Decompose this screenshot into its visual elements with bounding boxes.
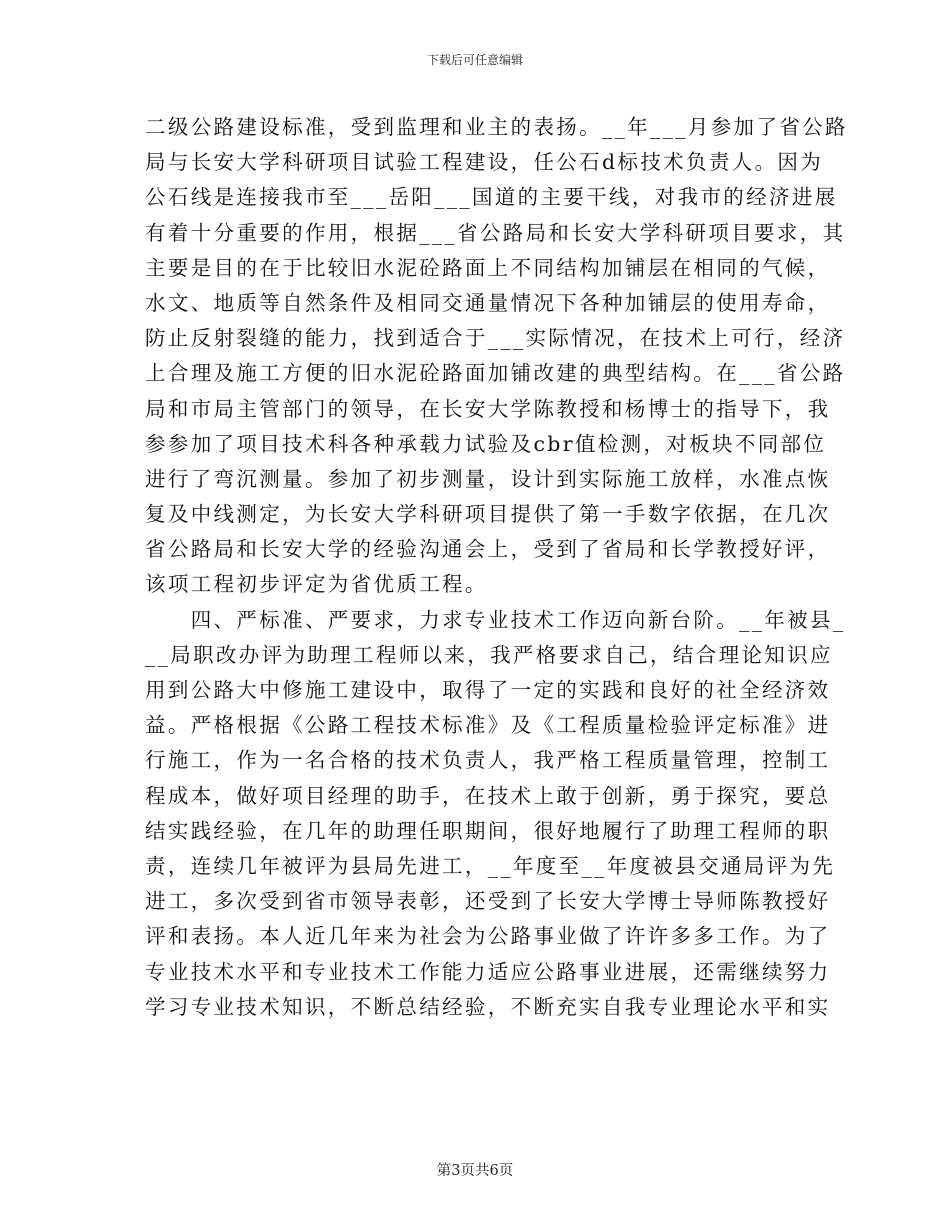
text-line: 该项工程初步评定为省优质工程。: [145, 572, 488, 597]
text-line: 行施工，作为一名合格的技术负责人，我严格工程质量管理，控制工: [145, 748, 831, 773]
text-line: 水文、地质等自然条件及相同交通量情况下各种加铺层的使用寿命，: [145, 290, 831, 315]
text-line: 益。严格根据《公路工程技术标准》及《工程质量检验评定标准》进: [145, 713, 831, 738]
text-line: 局与长安大学科研项目试验工程建设，任公石d标技术负责人。因为: [145, 150, 824, 175]
text-line: 公石线是连接我市至___岳阳___国道的主要干线，对我市的经济进展: [145, 185, 838, 210]
page-header: 下载后可任意编辑: [426, 53, 523, 67]
text-line: 用到公路大中修施工建设中，取得了一定的实践和良好的社全经济效: [145, 678, 831, 702]
text-line: 上合理及施工方便的旧水泥砼路面加铺改建的典型结构。在___省公路: [145, 361, 846, 386]
text-line: 进工，多次受到省市领导表彰，还受到了长安大学博士导师陈教授好: [145, 889, 831, 914]
text-line: 省公路局和长安大学的经验沟通会上，受到了省局和长学教授好评，: [145, 537, 831, 562]
text-line: 程成本，做好项目经理的助手，在技术上敢于创新，勇于探究，要总: [145, 783, 831, 808]
text-line: 防止反射裂缝的能力，找到适合于___实际情况，在技术上可行，经济: [145, 326, 846, 351]
text-line: 进行了弯沉测量。参加了初步测量，设计到实际施工放样，水准点恢: [145, 466, 831, 491]
document-body: [145, 110, 848, 1025]
text-line: 有着十分重要的作用，根据___省公路局和长安大学科研项目要求，其: [145, 220, 846, 245]
text-line: __局职改办评为助理工程师以来，我严格要求自己，结合理论知识应: [145, 642, 833, 667]
text-line: 局和市局主管部门的领导，在长安大学陈教授和杨博士的指导下，我: [145, 396, 831, 421]
text-line: 二级公路建设标准，受到监理和业主的表扬。__年___月参加了省公路: [145, 115, 848, 139]
text-line: 主要是目的在于比较旧水泥砼路面上不同结构加铺层在相同的气候，: [145, 255, 831, 280]
text-line: 责，连续几年被评为县局先进工，__年度至__年度被县交通局评为先: [145, 853, 836, 878]
text-line: 复及中线测定，为长安大学科研项目提供了第一手数字依据，在几次: [145, 502, 831, 527]
page-number-footer: 第3页共6页: [436, 1163, 514, 1179]
text-line: 学习专业技术知识，不断总结经验，不断充实自我专业理论水平和实: [145, 994, 831, 1019]
text-line: 四、严标准、严要求，力求专业技术工作迈向新台阶。__年被县_: [145, 607, 846, 632]
text-line: 参参加了项目技术科各种承载力试验及cbr值检测，对板块不同部位: [145, 431, 827, 456]
text-line: 结实践经验，在几年的助理任职期间，很好地履行了助理工程师的职: [145, 818, 831, 843]
text-line: 专业技术水平和专业技术工作能力适应公路事业进展，还需继续努力: [145, 959, 831, 984]
text-line: 评和表扬。本人近几年来为社会为公路事业做了许许多多工作。为了: [145, 924, 831, 949]
